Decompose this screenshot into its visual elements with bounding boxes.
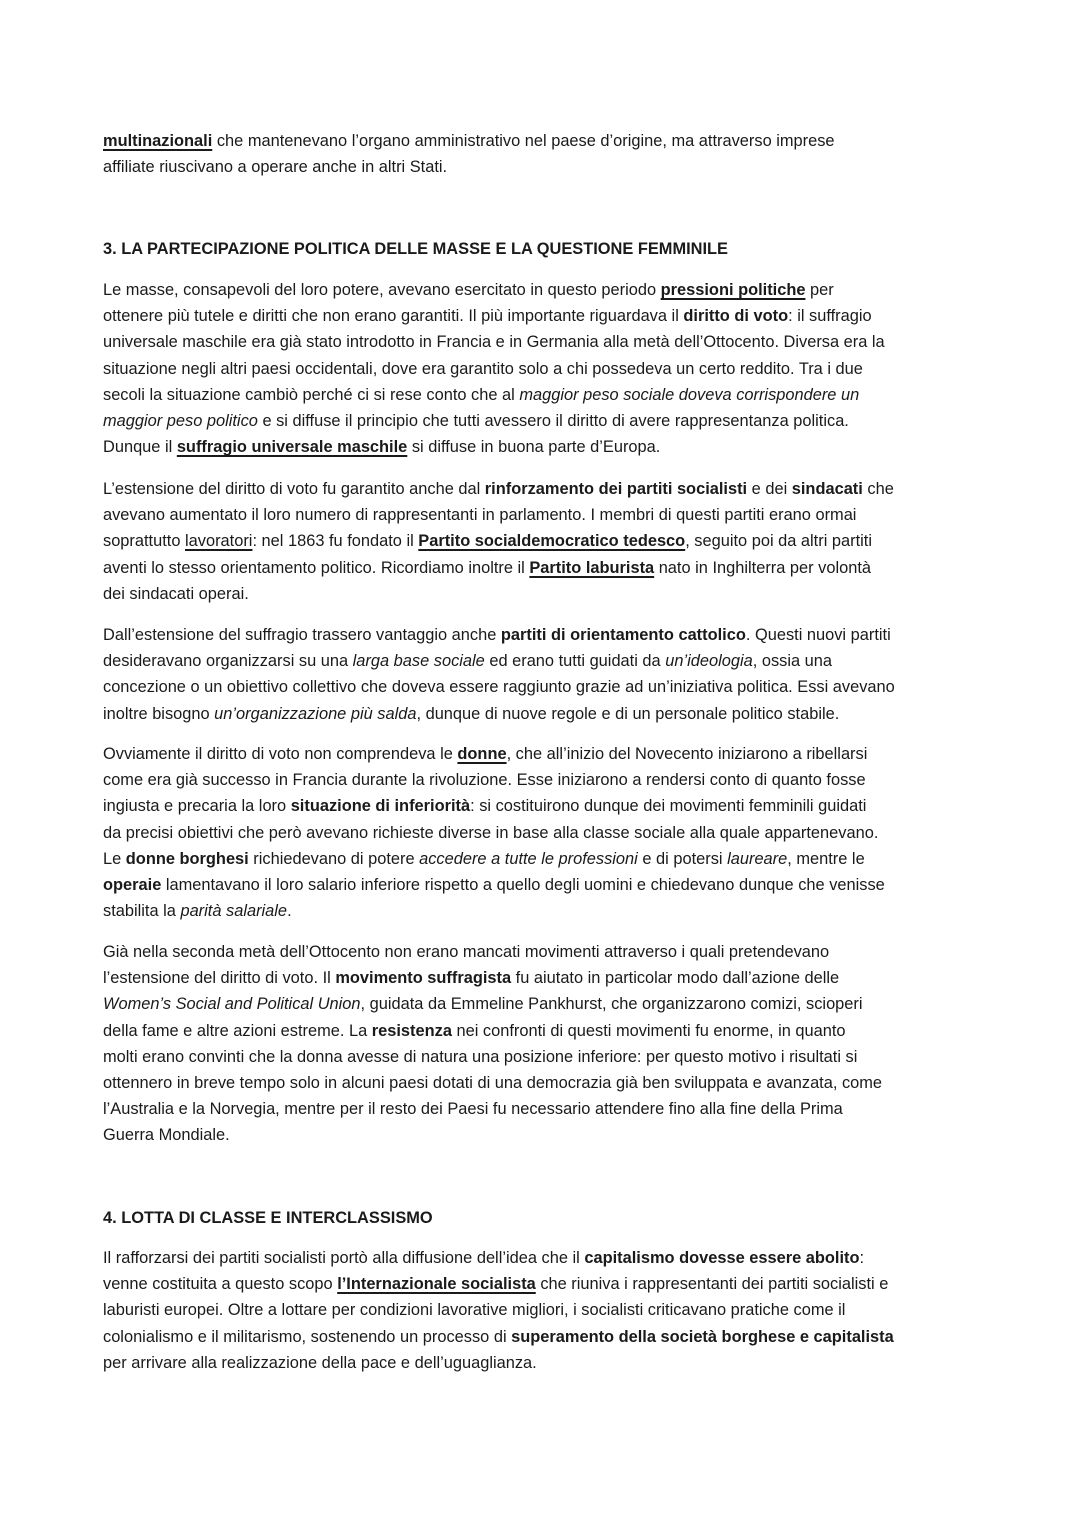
text-run: secoli la situazione cambiò perché ci si rese conto che al	[103, 385, 520, 404]
text-line	[103, 408, 1003, 434]
paragraph	[103, 1245, 1003, 1376]
italic-text: parità salariale	[180, 902, 288, 921]
text-run: Dall’estensione del suffragio trassero vantaggio anche	[103, 626, 501, 644]
text-run: come era già successo in Francia durante la rivoluzione. Esse iniziarono a rendersi conto di quanto fosse	[103, 771, 866, 790]
emphasized-text: sindacati	[791, 480, 863, 498]
italic-text: un’organizzazione più salda	[214, 704, 417, 723]
text-run: situazione negli altri paesi occidentali, dove era garantito solo a chi possedeva un certo reddito. Tra i due	[103, 359, 863, 378]
text-line	[103, 767, 1003, 793]
text-run: che	[862, 480, 894, 498]
text-run: si diffuse in buona parte d’Europa.	[407, 438, 661, 457]
text-run: per arrivare alla realizzazione della pace e dell’uguaglianza.	[103, 1353, 537, 1372]
text-line	[103, 528, 1003, 554]
emphasized-text: operaie	[103, 875, 162, 894]
italic-text: maggior peso sociale doveva corrispondere un	[519, 385, 860, 404]
text-run: .	[287, 902, 292, 921]
text-line	[103, 648, 1003, 674]
emphasized-text: donne borghesi	[125, 849, 249, 868]
text-run: Il rafforzarsi dei partiti socialisti portò alla diffusione dell’idea che il	[103, 1249, 585, 1267]
text-run: universale maschile era già stato introdotto in Francia e in Germania alla metà dell’Ottocento. Diversa era la	[103, 333, 885, 352]
text-run: , ossia una	[752, 652, 832, 671]
text-run: affiliate riuscivano a operare anche in altri Stati.	[103, 158, 448, 177]
text-run: concezione o un obiettivo collettivo che doveva essere raggiunto grazie ad un’iniziativa politica. Essi avevano	[103, 678, 895, 697]
text-line	[103, 1205, 1003, 1231]
text-run: desideravano organizzarsi su una	[103, 652, 353, 671]
text-line	[103, 965, 1003, 991]
text-line	[103, 820, 1003, 846]
text-run: e si diffuse il principio che tutti avessero il diritto di avere rappresentanza politica.	[257, 411, 849, 430]
text-line	[103, 898, 1003, 924]
emphasized-text: situazione di inferiorità	[290, 797, 471, 816]
italic-text: maggior peso politico	[103, 411, 258, 430]
text-line	[103, 1044, 1003, 1070]
text-line	[103, 329, 1003, 355]
italic-text: accedere a tutte le professioni	[419, 849, 638, 868]
text-run: aventi lo stesso orientamento politico. Ricordiamo inoltre il	[103, 558, 530, 577]
emphasized-text: lavoratori	[185, 532, 253, 551]
text-line	[103, 277, 1003, 303]
text-run: : si costituirono dunque dei movimenti femminili guidati	[470, 797, 867, 816]
text-run: Ovviamente il diritto di voto non comprendeva le	[103, 745, 458, 763]
text-run: , che all’inizio del Novecento iniziarono a ribellarsi	[506, 745, 868, 763]
text-run: : nel 1863 fu fondato il	[252, 532, 419, 551]
text-run: ed erano tutti guidati da	[484, 652, 666, 671]
text-run: che mantenevano l’organo amministrativo nel paese d’origine, ma attraverso imprese	[212, 132, 835, 150]
text-run: Dunque il	[103, 438, 177, 457]
text-run: avevano aumentato il loro numero di rappresentanti in parlamento. I membri di questi partiti erano ormai	[103, 506, 857, 525]
text-line	[103, 793, 1003, 819]
emphasized-text: resistenza	[371, 1021, 452, 1040]
emphasized-text: superamento della società borghese e capitalista	[511, 1327, 894, 1346]
emphasized-text: Partito socialdemocratico tedesco	[418, 532, 686, 551]
emphasized-text: donne	[457, 745, 507, 763]
text-run: dei sindacati operai.	[103, 584, 249, 603]
text-run: :	[859, 1249, 865, 1267]
italic-text: un’ideologia	[665, 652, 753, 671]
text-line	[103, 356, 1003, 382]
emphasized-text: movimento suffragista	[335, 969, 512, 988]
text-run: L’estensione del diritto di voto fu garantito anche dal	[103, 480, 485, 498]
paragraph	[103, 277, 1003, 460]
text-run: ottennero in breve tempo solo in alcuni paesi dotati di una democrazia già ben sviluppata e avanzata, come	[103, 1073, 883, 1092]
text-line	[103, 1018, 1003, 1044]
text-line	[103, 674, 1003, 700]
section-heading	[103, 1205, 1003, 1231]
text-line	[103, 622, 1003, 648]
paragraph	[103, 476, 1003, 607]
text-run: Le	[103, 849, 126, 868]
text-line	[103, 1245, 1003, 1271]
text-line	[103, 939, 1003, 965]
text-line	[103, 581, 1003, 607]
text-run: richiedevano di potere	[248, 849, 420, 868]
emphasized-text: 3. LA PARTECIPAZIONE POLITICA DELLE MASSE E LA QUESTIONE FEMMINILE	[103, 240, 728, 258]
text-run: per	[805, 281, 834, 299]
text-run: stabilita la	[103, 902, 181, 921]
text-line	[103, 154, 1003, 180]
text-run: : il suffragio	[788, 307, 872, 326]
text-run: che riuniva i rappresentanti dei partiti socialisti e	[535, 1275, 889, 1294]
text-line	[103, 555, 1003, 581]
emphasized-text: partiti di orientamento cattolico	[500, 626, 746, 644]
text-run: e dei	[747, 480, 792, 498]
emphasized-text: 4. LOTTA DI CLASSE E INTERCLASSISMO	[103, 1209, 433, 1227]
text-line	[103, 1350, 1003, 1376]
text-run: nei confronti di questi movimenti fu enorme, in quanto	[451, 1021, 846, 1040]
text-line	[103, 303, 1003, 329]
text-run: e di potersi	[637, 849, 728, 868]
text-run: lamentavano il loro salario inferiore rispetto a quello degli uomini e chiedevano dunque che venisse	[161, 875, 885, 894]
text-run: , dunque di nuove regole e di un personale politico stabile.	[416, 704, 840, 723]
text-run: , guidata da Emmeline Pankhurst, che organizzarono comizi, scioperi	[360, 995, 863, 1014]
text-run: soprattutto	[103, 532, 186, 551]
emphasized-text: diritto di voto	[683, 307, 789, 326]
italic-text: laureare	[727, 849, 788, 868]
text-line	[103, 741, 1003, 767]
text-run: della fame e altre azioni estreme. La	[103, 1021, 372, 1040]
text-run: Già nella seconda metà dell’Ottocento non erano mancati movimenti attraverso i quali pretendevano	[103, 943, 830, 961]
emphasized-text: multinazionali	[103, 132, 213, 150]
emphasized-text: rinforzamento dei partiti socialisti	[484, 480, 748, 498]
text-run: colonialismo e il militarismo, sostenendo un processo di	[103, 1327, 512, 1346]
text-line	[103, 434, 1003, 460]
text-run: laburisti europei. Oltre a lottare per condizioni lavorative migliori, i socialisti criticavano pratiche come il	[103, 1301, 846, 1320]
text-run: fu aiutato in particolar modo dall’azione delle	[511, 969, 840, 988]
text-line	[103, 382, 1003, 408]
text-line	[103, 991, 1003, 1017]
text-run: Guerra Mondiale.	[103, 1126, 230, 1145]
emphasized-text: l’Internazionale socialista	[337, 1275, 536, 1294]
paragraph	[103, 622, 1003, 727]
text-line	[103, 1070, 1003, 1096]
text-run: , mentre le	[787, 849, 865, 868]
text-run: venne costituita a questo scopo	[103, 1275, 338, 1294]
text-run: ottenere più tutele e diritti che non erano garantiti. Il più importante riguardava il	[103, 307, 684, 326]
italic-text: Women’s Social and Political Union	[103, 995, 361, 1014]
text-line	[103, 1096, 1003, 1122]
text-line	[103, 476, 1003, 502]
text-run: ingiusta e precaria la loro	[103, 797, 291, 816]
text-run: Le masse, consapevoli del loro potere, avevano esercitato in questo periodo	[103, 281, 661, 299]
text-run: . Questi nuovi partiti	[745, 626, 891, 644]
text-run: , seguito poi da altri partiti	[685, 532, 872, 551]
emphasized-text: Partito laburista	[529, 558, 655, 577]
text-line	[103, 502, 1003, 528]
text-line	[103, 1122, 1003, 1148]
italic-text: larga base sociale	[352, 652, 485, 671]
section-heading	[103, 236, 1003, 262]
paragraph	[103, 741, 1003, 924]
text-line	[103, 846, 1003, 872]
text-line	[103, 236, 1003, 262]
text-run: nato in Inghilterra per volontà	[654, 558, 871, 577]
text-line	[103, 872, 1003, 898]
paragraph	[103, 128, 1003, 180]
text-line	[103, 1297, 1003, 1323]
paragraph	[103, 939, 1003, 1149]
text-run: l’estensione del diritto di voto. Il	[103, 969, 336, 988]
emphasized-text: pressioni politiche	[660, 281, 806, 299]
text-run: inoltre bisogno	[103, 704, 215, 723]
emphasized-text: capitalismo dovesse essere abolito	[584, 1249, 860, 1267]
emphasized-text: suffragio universale maschile	[176, 438, 408, 457]
text-line	[103, 1271, 1003, 1297]
text-line	[103, 701, 1003, 727]
text-run: da precisi obiettivi che però avevano richieste diverse in base alla classe sociale alla quale appartenevano.	[103, 823, 879, 842]
text-run: l’Australia e la Norvegia, mentre per il resto dei Paesi fu necessario attendere fino alla fine della Prima	[103, 1100, 843, 1119]
text-line	[103, 1324, 1003, 1350]
text-run: molti erano convinti che la donna avesse di natura una posizione inferiore: per questo motivo i risultati si	[103, 1047, 858, 1066]
text-line	[103, 128, 1003, 154]
